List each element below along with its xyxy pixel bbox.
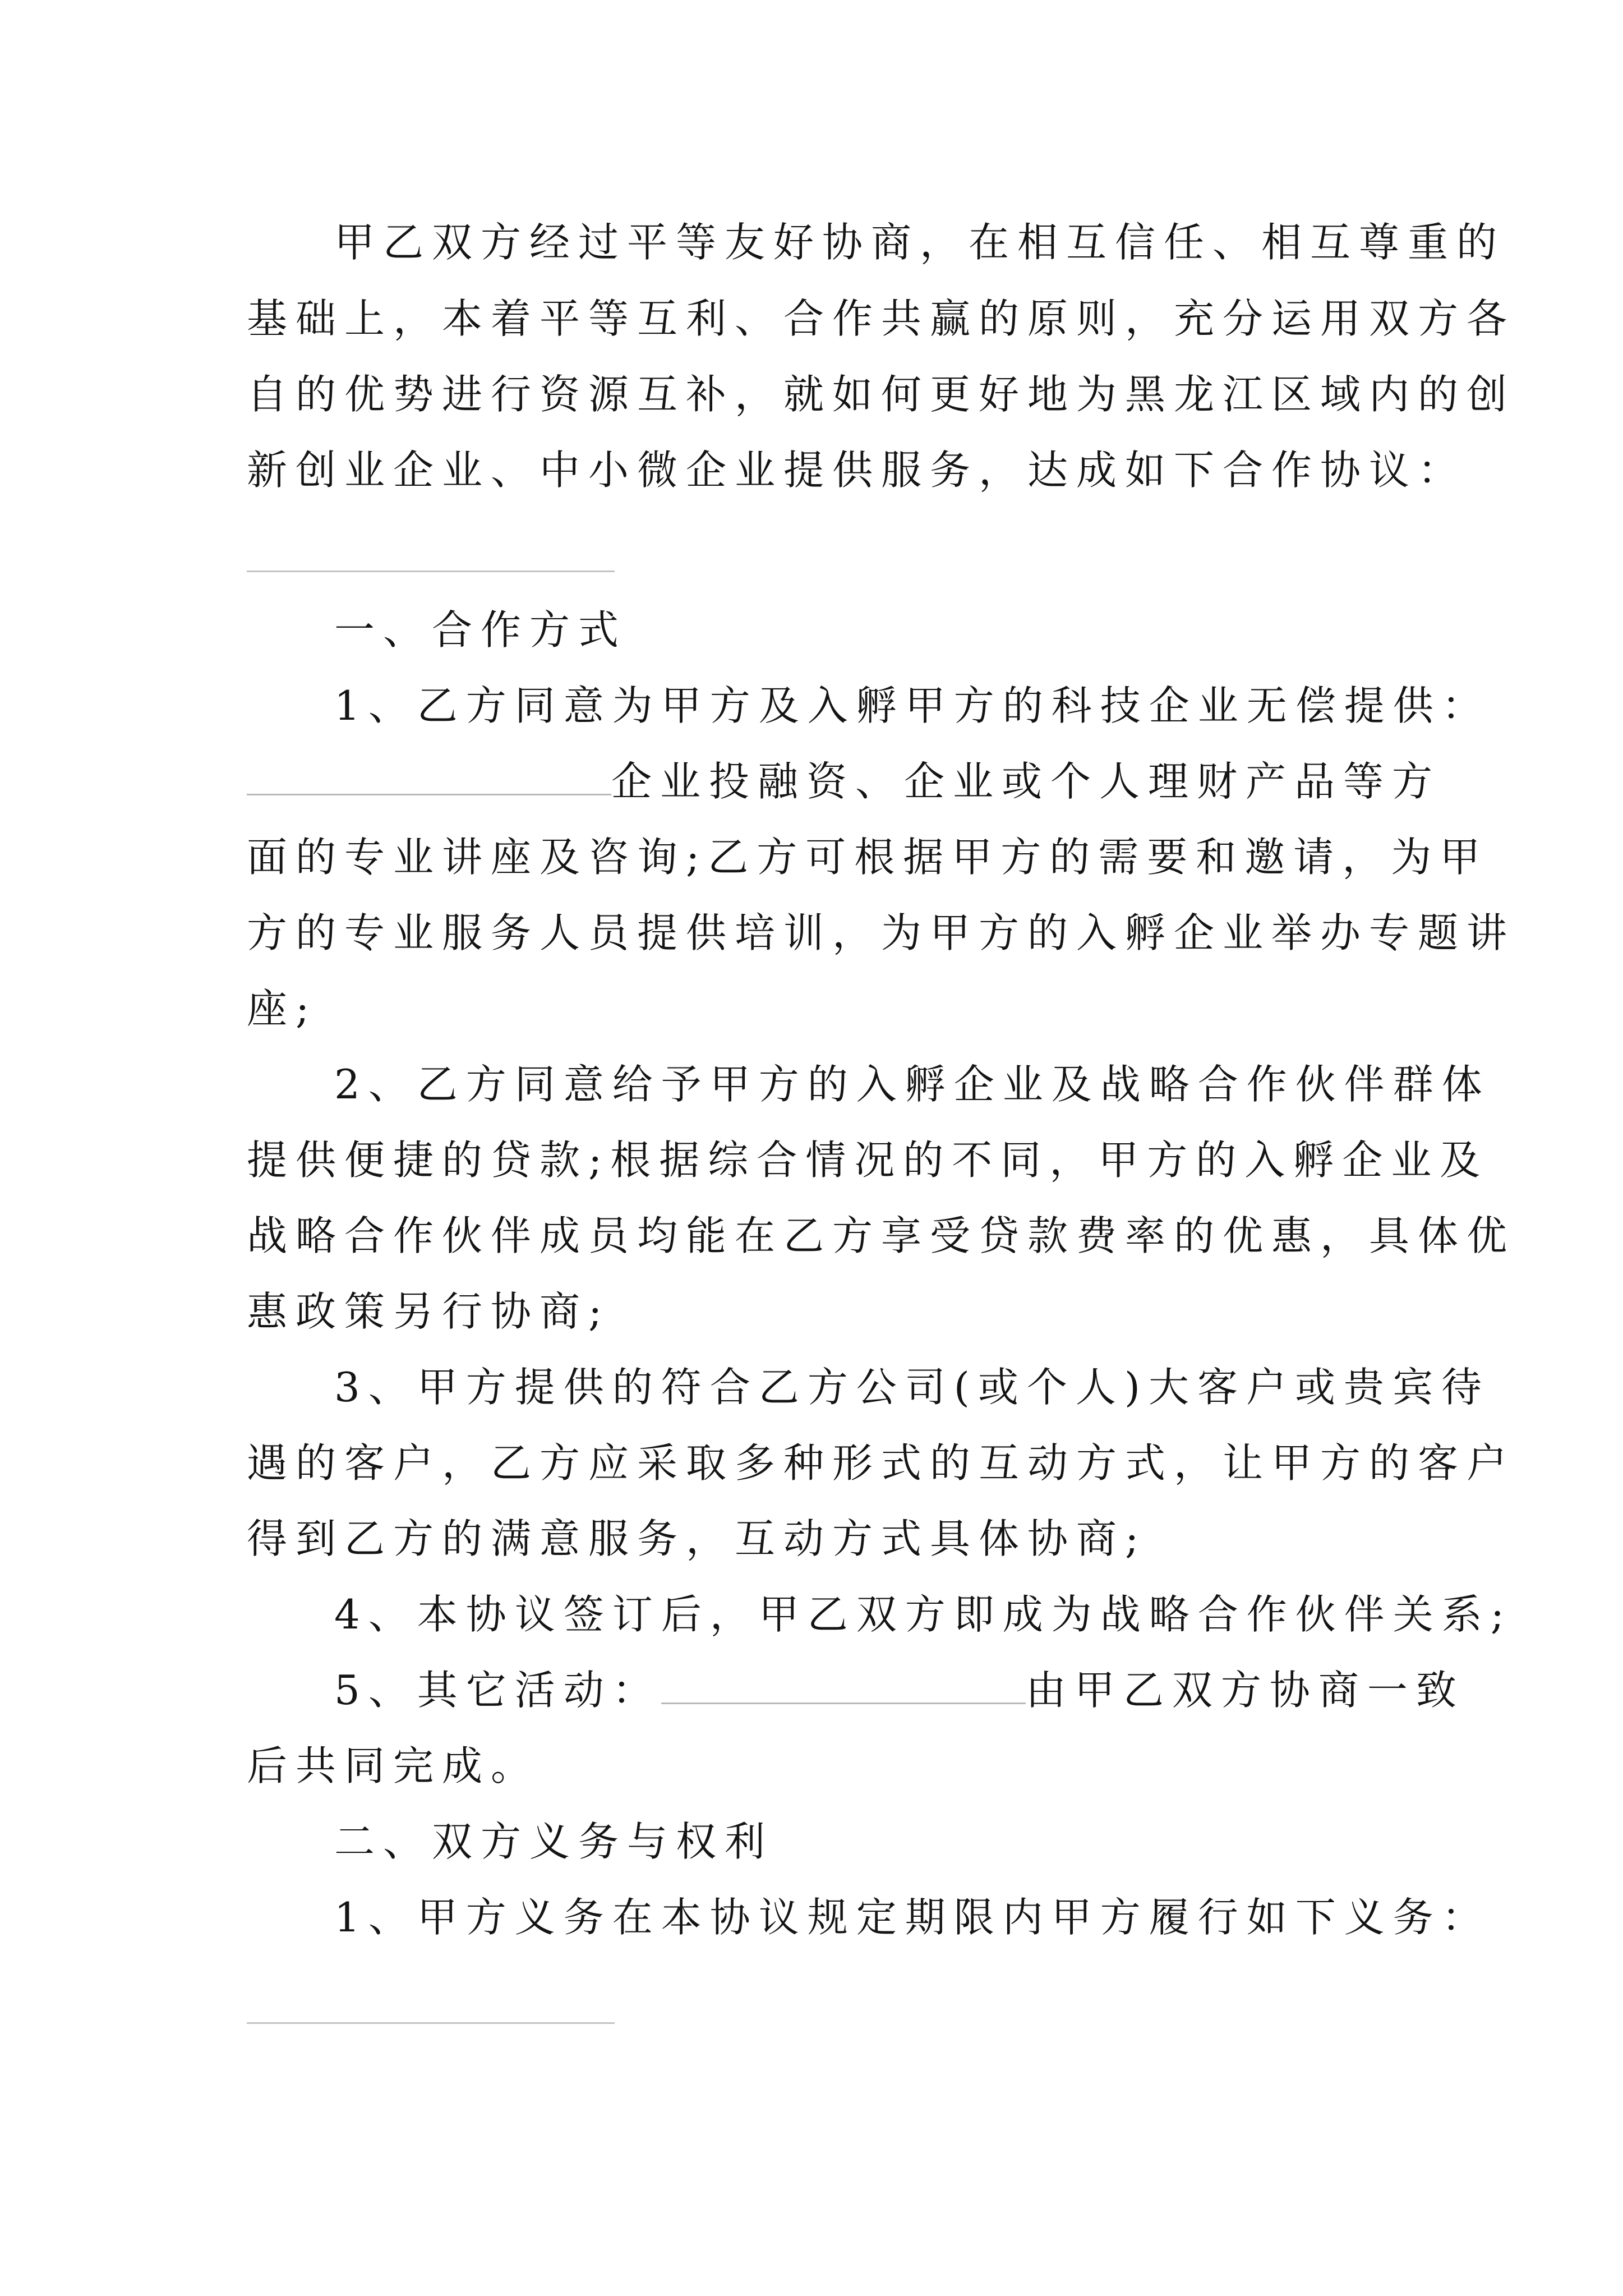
intro-line-3: 自的优势进行资源互补，就如何更好地为黑龙江区域内的创: [247, 371, 1516, 418]
section-2-item-1-line-1: 1、甲方义务在本协议规定期限内甲方履行如下义务：: [334, 1894, 1491, 1941]
section-1-item-1-line-1: 1、乙方同意为甲方及入孵甲方的科技企业无偿提供：: [334, 682, 1491, 729]
intro-line-1: 甲乙双方经过平等友好协商，在相互信任、相互尊重的: [334, 219, 1506, 266]
section-1-item-2-line-3: 战略合作伙伴成员均能在乙方享受贷款费率的优惠，具体优: [247, 1212, 1516, 1259]
section-1-item-1-line-2: [247, 748, 1441, 815]
section-1-item-5-label: 5、其它活动：: [334, 1667, 661, 1714]
section-1-item-1-line-4: 方的专业服务人员提供培训，为甲方的入孵企业举办专题讲: [247, 909, 1516, 956]
section-2-heading: 二、双方义务与权利: [334, 1818, 774, 1865]
blank-field[interactable]: [661, 1669, 1026, 1704]
section-1-item-3-line-3: 得到乙方的满意服务，互动方式具体协商;: [247, 1515, 1147, 1562]
section-1-item-3-line-1: 3、甲方提供的符合乙方公司(或个人)大客户或贵宾待: [334, 1364, 1490, 1411]
intro-line-2: 基础上，本着平等互利、合作共赢的原则，充分运用双方各: [247, 295, 1516, 342]
section-1-item-5-line-1: [334, 1657, 1465, 1724]
section-1-item-3-line-2: 遇的客户，乙方应采取多种形式的互动方式，让甲方的客户: [247, 1439, 1516, 1487]
section-1-heading: 一、合作方式: [334, 606, 628, 654]
section-1-item-2-line-1: 2、乙方同意给予甲方的入孵企业及战略合作伙伴群体: [334, 1061, 1491, 1108]
blank-field[interactable]: [247, 760, 611, 795]
section-1-item-1-line-3: 面的专业讲座及咨询;乙方可根据甲方的需要和邀请，为甲: [247, 834, 1489, 881]
fill-in-rule: [247, 570, 615, 572]
intro-line-4: 新创业企业、中小微企业提供服务，达成如下合作协议：: [247, 447, 1467, 494]
section-1-item-1-line-2-text: 企业投融资、企业或个人理财产品等方: [611, 758, 1441, 805]
section-1-item-1-line-5: 座;: [247, 985, 318, 1032]
section-1-item-5-line-2: 后共同完成。: [247, 1742, 540, 1789]
section-1-item-4-line-1: 4、本协议签订后，甲乙双方即成为战略合作伙伴关系;: [334, 1591, 1513, 1638]
section-1-item-2-line-2: 提供便捷的贷款;根据综合情况的不同，甲方的入孵企业及: [247, 1137, 1489, 1184]
fill-in-rule: [247, 2022, 615, 2024]
section-1-item-5-line-1-text: 由甲乙双方协商一致: [1025, 1667, 1465, 1714]
section-1-item-2-line-4: 惠政策另行协商;: [247, 1288, 611, 1335]
